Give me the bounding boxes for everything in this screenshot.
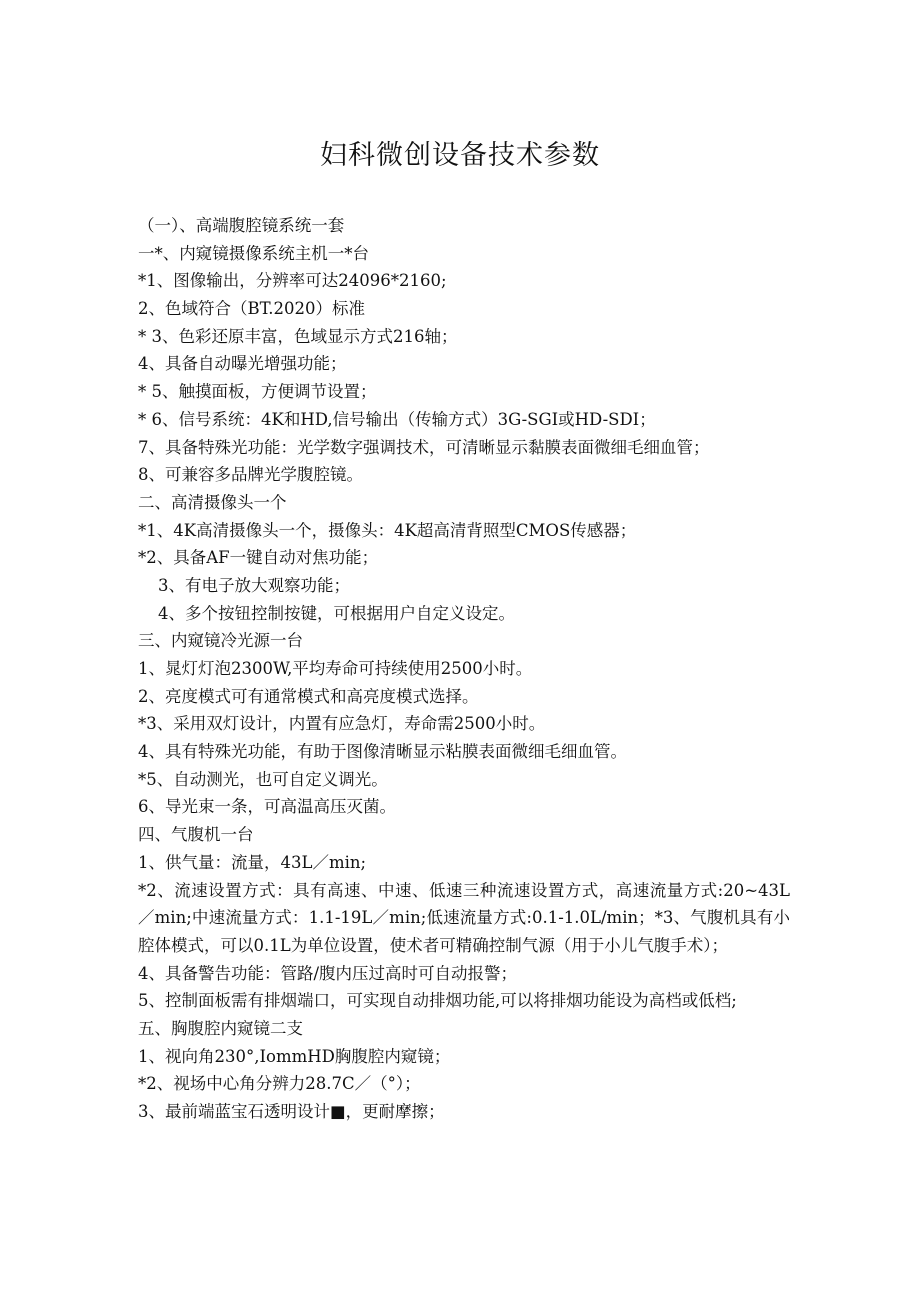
subsection-heading-insufflator: 四、气腹机一台	[138, 825, 254, 845]
spec-line: 6、导光束一条，可高温高压灭菌。	[138, 797, 396, 817]
subsection-heading-camera-host: 一*、内窥镜摄像系统主机一*台	[138, 243, 369, 263]
spec-line: 3、有电子放大观察功能；	[158, 575, 350, 595]
spec-line: *1、4K高清摄像头一个，摄像头：4K超高清背照型CMOS传感器；	[138, 520, 637, 540]
subsection-heading-camera-head: 二、高清摄像头一个	[138, 492, 287, 512]
document-body	[138, 212, 790, 1126]
spec-line: 8、可兼容多品牌光学腹腔镜。	[138, 465, 363, 485]
spec-line: *2、视场中心角分辨力28.7C／（°）；	[138, 1074, 421, 1094]
spec-line: 2、亮度模式可有通常模式和高亮度模式选择。	[138, 686, 479, 706]
section-heading-laparoscope-system: （一）、高端腹腔镜系统一套	[138, 216, 345, 235]
spec-line: 4、具备警告功能：管路/腹内压过高时可自动报警；	[138, 963, 518, 983]
spec-line: *1、图像输出，分辨率可达24096*2160;	[138, 271, 447, 291]
subsection-heading-endoscope: 五、胸腹腔内窥镜二支	[138, 1019, 303, 1038]
spec-line: * 5、触摸面板，方便调节设置；	[138, 382, 377, 402]
spec-line: 4、具备自动曝光增强功能；	[138, 354, 347, 374]
spec-line: 1、供气量：流量，43L／min;	[138, 852, 367, 872]
spec-line: *3、采用双灯设计，内置有应急灯，寿命需2500小时。	[138, 714, 546, 734]
spec-paragraph-smoke-exhaust: 5、控制面板需有排烟端口，可实现自动排烟功能,可以将排烟功能设为高档或低档;	[138, 991, 737, 1011]
spec-line: 3、最前端蓝宝石透明设计■，更耐摩擦；	[138, 1102, 445, 1122]
spec-line: 1、视向角230°,IommHD胸腹腔内窥镜；	[138, 1046, 451, 1066]
spec-line: 4、多个按钮控制按键，可根据用户自定义设定。	[158, 603, 515, 623]
spec-line: * 6、信号系统：4K和HD,信号输出（传输方式）3G-SGI或HD-SDI；	[138, 409, 656, 429]
subsection-heading-light-source: 三、内窥镜冷光源一台	[138, 631, 303, 651]
spec-line: * 3、色彩还原丰富，色域显示方式216轴；	[138, 326, 458, 346]
spec-paragraph-flow-settings: *2、流速设置方式：具有高速、中速、低速三种流速设置方式，高速流量方式:20~43L／min;中速流量方式：1.1-19L／min;低速流量方式:0.1-1.0L/min；*3、气腹机具有小腔体模式，可以0.1L为单位设置，使术者可精确控制气源（用于小儿气腹手术）；	[138, 880, 790, 955]
spec-line: 7、具备特殊光功能：光学数字强调技术，可清晰显示黏膜表面微细毛细血管；	[138, 437, 710, 457]
spec-line: 4、具有特殊光功能，有助于图像清晰显示粘膜表面微细毛细血管。	[138, 742, 627, 762]
spec-line: 2、色域符合（BT.2020）标准	[138, 299, 365, 319]
spec-line: *2、具备AF一键自动对焦功能；	[138, 548, 379, 568]
document-title: 妇科微创设备技术参数	[320, 140, 600, 171]
spec-line: 1、晁灯灯泡2300W,平均寿命可持续使用2500小时。	[138, 659, 533, 678]
spec-line: *5、自动测光，也可自定义调光。	[138, 769, 388, 789]
